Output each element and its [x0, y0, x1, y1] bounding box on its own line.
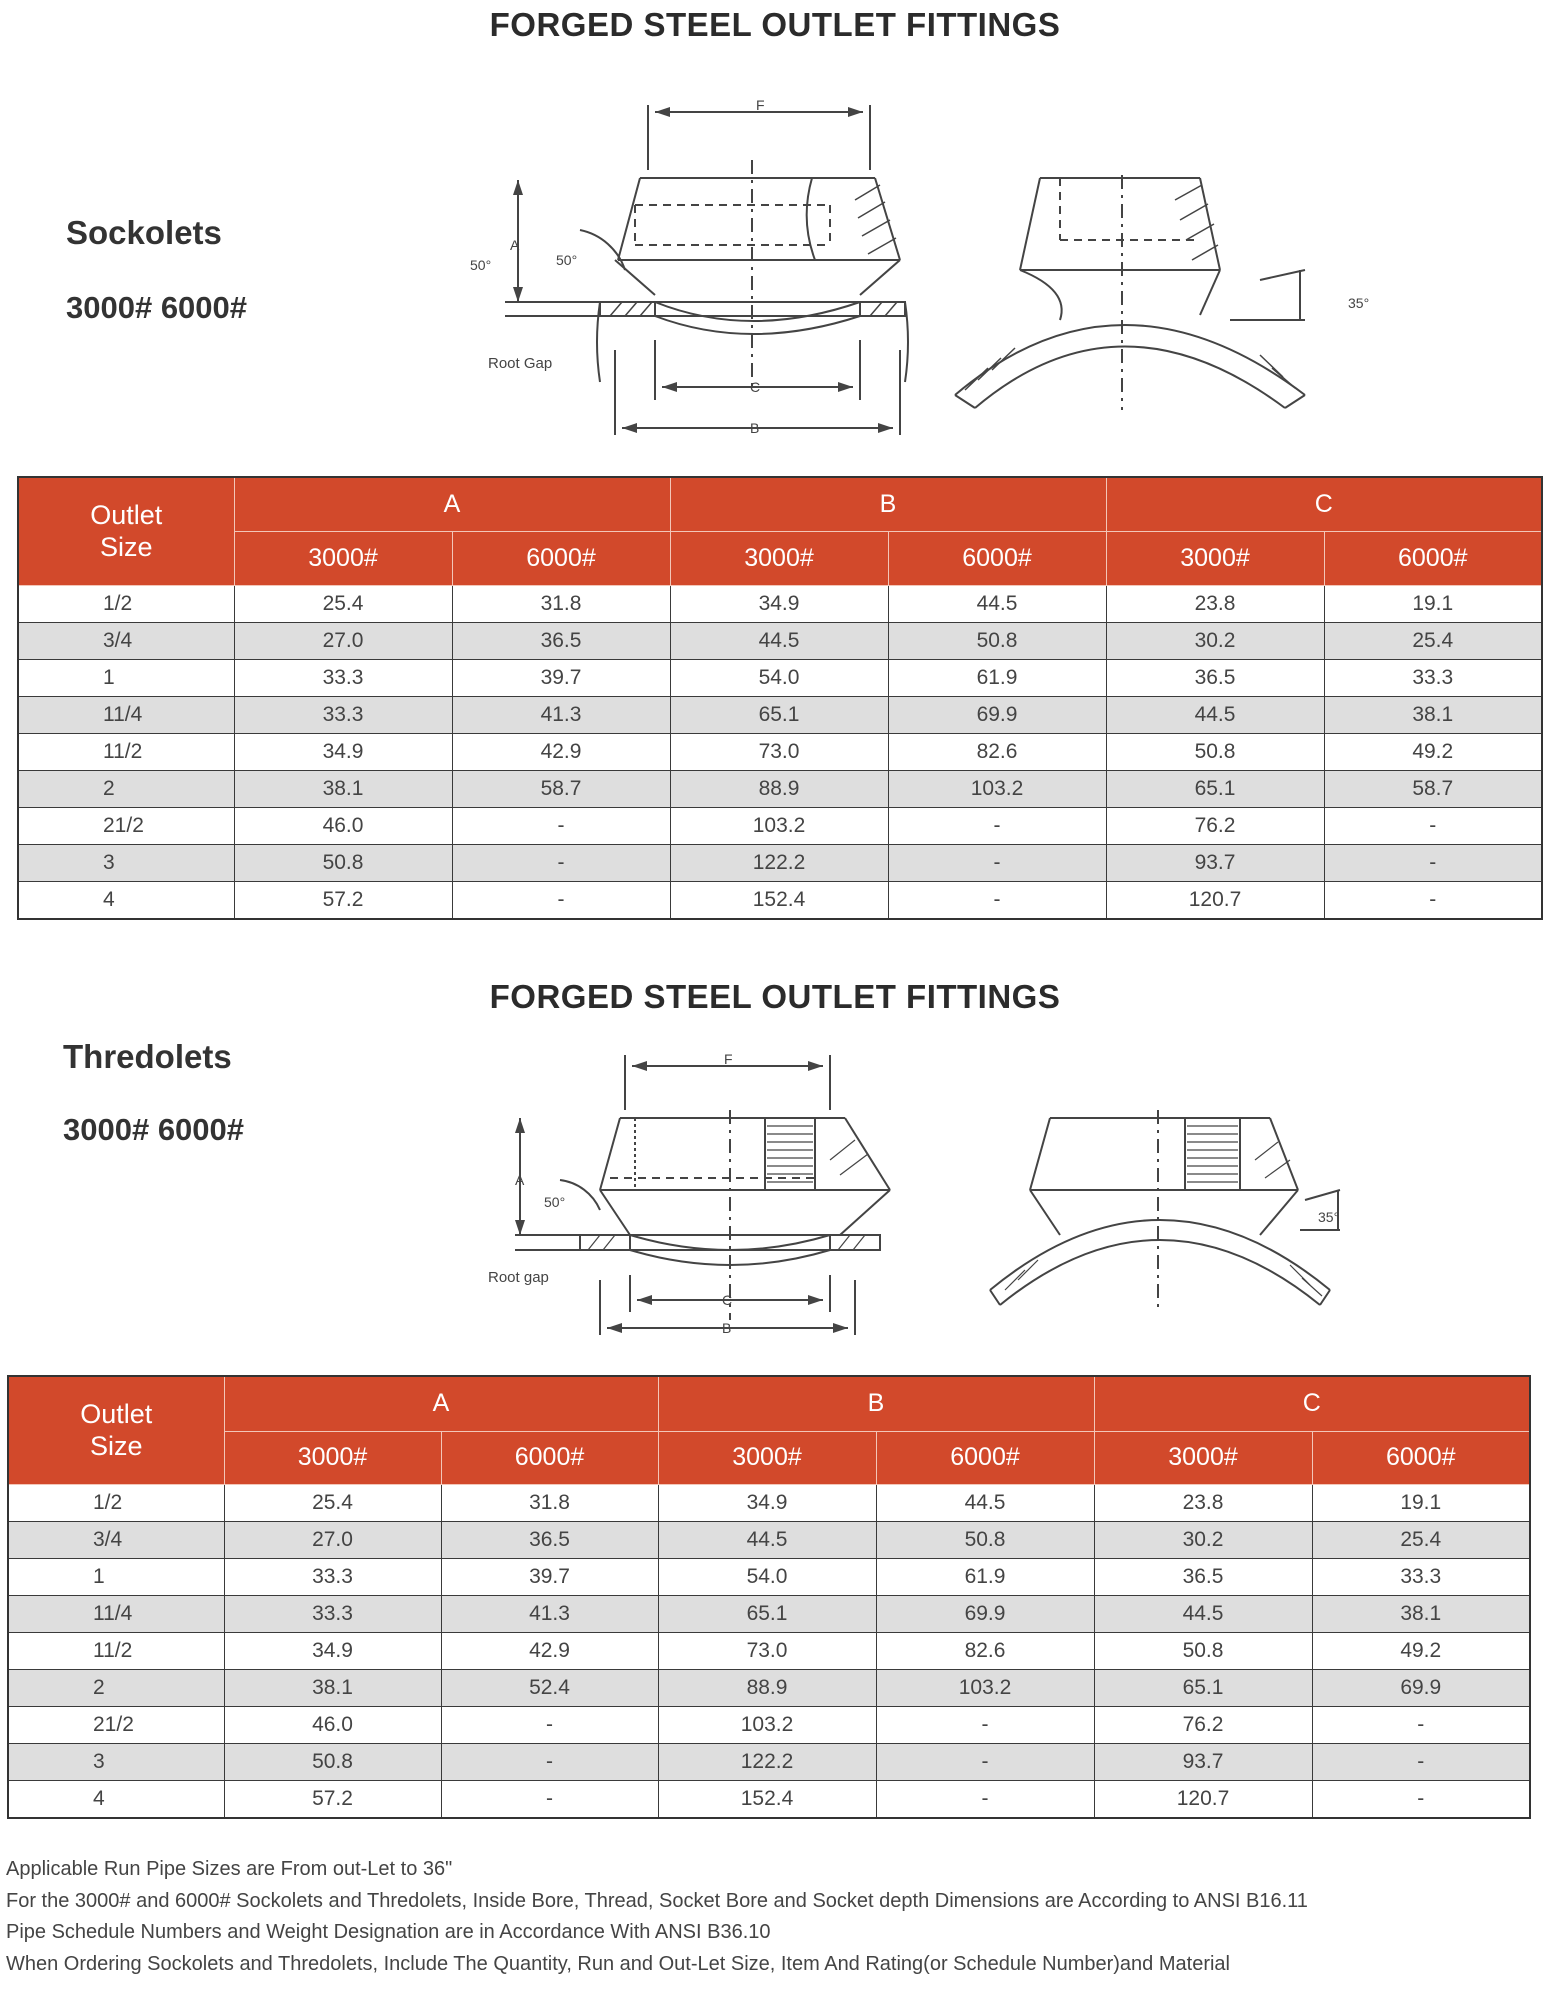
dim-label-f: F [756, 97, 765, 113]
value-cell: 50.8 [224, 1743, 441, 1780]
header-group-a: A [224, 1376, 658, 1431]
value-cell: 36.5 [441, 1521, 658, 1558]
sockolets-table-body [18, 585, 1542, 919]
dim-label-a: A [515, 1172, 525, 1188]
value-cell: 50.8 [1094, 1632, 1312, 1669]
value-cell: 38.1 [224, 1669, 441, 1706]
header-sub: 3000# [670, 531, 888, 585]
value-cell: - [441, 1743, 658, 1780]
value-cell: 31.8 [452, 585, 670, 622]
value-cell: - [1324, 807, 1542, 844]
value-cell: 42.9 [441, 1632, 658, 1669]
value-cell: 82.6 [888, 733, 1106, 770]
value-cell: - [1324, 881, 1542, 919]
value-cell: - [1312, 1706, 1530, 1743]
header-sub: 6000# [876, 1431, 1094, 1484]
value-cell: 25.4 [224, 1484, 441, 1521]
value-cell: 57.2 [224, 1780, 441, 1818]
value-cell: 41.3 [452, 696, 670, 733]
outlet-size-cell: 2 [8, 1669, 224, 1706]
dim-label-c: C [722, 1292, 733, 1308]
value-cell: 34.9 [670, 585, 888, 622]
header-group-c: C [1094, 1376, 1530, 1431]
value-cell: 65.1 [1094, 1669, 1312, 1706]
value-cell: 25.4 [234, 585, 452, 622]
table-row [18, 770, 1542, 807]
value-cell: 27.0 [234, 622, 452, 659]
value-cell: 61.9 [888, 659, 1106, 696]
thredolets-table-body [8, 1484, 1530, 1818]
value-cell: 120.7 [1094, 1780, 1312, 1818]
header-outlet-size: Outlet Size [18, 477, 234, 585]
value-cell: 46.0 [224, 1706, 441, 1743]
table-row [8, 1521, 1530, 1558]
value-cell: 33.3 [1324, 659, 1542, 696]
table-row [18, 807, 1542, 844]
value-cell: 61.9 [876, 1558, 1094, 1595]
value-cell: 93.7 [1106, 844, 1324, 881]
angle-label-1: 50° [544, 1194, 566, 1210]
thredolets-table [7, 1375, 1531, 1819]
note-line: Pipe Schedule Numbers and Weight Designation are in Accordance With ANSI B36.10 [6, 1921, 771, 1943]
thredolet-diagram [470, 1050, 1370, 1355]
value-cell: 122.2 [670, 844, 888, 881]
header-sub: 6000# [888, 531, 1106, 585]
section-rating-sockolets: 3000# 6000# [66, 290, 248, 325]
value-cell: 39.7 [441, 1558, 658, 1595]
table-row [18, 844, 1542, 881]
header-sub: 3000# [234, 531, 452, 585]
dim-label-c: C [750, 379, 761, 395]
sockolet-drawing [460, 90, 1400, 450]
value-cell: 44.5 [658, 1521, 876, 1558]
value-cell: - [876, 1780, 1094, 1818]
value-cell: 41.3 [441, 1595, 658, 1632]
value-cell: 33.3 [234, 696, 452, 733]
value-cell: 50.8 [876, 1521, 1094, 1558]
angle-label-3: 35° [1318, 1209, 1340, 1225]
table-row [8, 1780, 1530, 1818]
header-sub: 3000# [1094, 1431, 1312, 1484]
value-cell: 30.2 [1106, 622, 1324, 659]
value-cell: 57.2 [234, 881, 452, 919]
outlet-size-cell: 3/4 [18, 622, 234, 659]
value-cell: 27.0 [224, 1521, 441, 1558]
value-cell: 93.7 [1094, 1743, 1312, 1780]
header-sub: 3000# [658, 1431, 876, 1484]
value-cell: 34.9 [658, 1484, 876, 1521]
value-cell: 103.2 [888, 770, 1106, 807]
outlet-size-cell: 1 [8, 1558, 224, 1595]
value-cell: 36.5 [1094, 1558, 1312, 1595]
value-cell: 30.2 [1094, 1521, 1312, 1558]
thredolet-drawing [470, 1050, 1370, 1350]
value-cell: 19.1 [1312, 1484, 1530, 1521]
value-cell: 33.3 [234, 659, 452, 696]
value-cell: 65.1 [670, 696, 888, 733]
value-cell: - [1312, 1743, 1530, 1780]
value-cell: 73.0 [670, 733, 888, 770]
outlet-size-cell: 11/2 [18, 733, 234, 770]
value-cell: 44.5 [670, 622, 888, 659]
value-cell: 50.8 [1106, 733, 1324, 770]
value-cell: 120.7 [1106, 881, 1324, 919]
table-row [8, 1669, 1530, 1706]
value-cell: 49.2 [1324, 733, 1542, 770]
table-row [8, 1743, 1530, 1780]
outlet-size-cell: 3 [8, 1743, 224, 1780]
value-cell: 88.9 [670, 770, 888, 807]
header-sub: 3000# [224, 1431, 441, 1484]
table-row [8, 1706, 1530, 1743]
section-name-sockolets: Sockolets [66, 214, 222, 251]
dim-label-a: A [510, 237, 520, 253]
outlet-size-cell: 1 [18, 659, 234, 696]
section-rating-thredolets: 3000# 6000# [63, 1112, 245, 1147]
dim-label-b: B [722, 1320, 732, 1336]
header-outlet-size: Outlet Size [8, 1376, 224, 1484]
value-cell: - [876, 1706, 1094, 1743]
header-sub: 6000# [441, 1431, 658, 1484]
value-cell: 38.1 [1324, 696, 1542, 733]
outlet-size-cell: 21/2 [18, 807, 234, 844]
outlet-size-cell: 21/2 [8, 1706, 224, 1743]
root-gap-label: Root gap [488, 1269, 549, 1286]
outlet-size-cell: 3/4 [8, 1521, 224, 1558]
value-cell: - [888, 844, 1106, 881]
outlet-size-cell: 4 [8, 1780, 224, 1818]
value-cell: 82.6 [876, 1632, 1094, 1669]
value-cell: 152.4 [658, 1780, 876, 1818]
table-row [18, 585, 1542, 622]
value-cell: 54.0 [670, 659, 888, 696]
value-cell: 122.2 [658, 1743, 876, 1780]
header-sub: 6000# [452, 531, 670, 585]
value-cell: 103.2 [876, 1669, 1094, 1706]
notes [6, 1854, 1526, 1980]
table-row [18, 881, 1542, 919]
table-row [18, 696, 1542, 733]
value-cell: 54.0 [658, 1558, 876, 1595]
value-cell: 65.1 [658, 1595, 876, 1632]
value-cell: 73.0 [658, 1632, 876, 1669]
value-cell: 36.5 [1106, 659, 1324, 696]
value-cell: 44.5 [876, 1484, 1094, 1521]
table-row [18, 622, 1542, 659]
note-line: For the 3000# and 6000# Sockolets and Thredolets, Inside Bore, Thread, Socket Bore and Socket depth Dimensions are According to ANSI B16.11 [6, 1889, 1308, 1912]
dim-label-f: F [724, 1051, 733, 1067]
value-cell: - [888, 881, 1106, 919]
angle-label-2: 50° [556, 252, 578, 268]
value-cell: 46.0 [234, 807, 452, 844]
outlet-size-cell: 1/2 [8, 1484, 224, 1521]
root-gap-label: Root Gap [488, 355, 553, 372]
value-cell: 25.4 [1312, 1521, 1530, 1558]
value-cell: 19.1 [1324, 585, 1542, 622]
value-cell: - [1312, 1780, 1530, 1818]
value-cell: - [876, 1743, 1094, 1780]
value-cell: 33.3 [224, 1558, 441, 1595]
value-cell: 103.2 [658, 1706, 876, 1743]
header-group-b: B [670, 477, 1106, 531]
value-cell: - [888, 807, 1106, 844]
dim-label-b: B [750, 420, 760, 436]
note-line: When Ordering Sockolets and Thredolets, Include The Quantity, Run and Out-Let Size, Item And Rating(or Schedule Number)and Material [6, 1952, 1230, 1975]
angle-label-3: 35° [1348, 295, 1370, 311]
value-cell: 76.2 [1106, 807, 1324, 844]
value-cell: 58.7 [452, 770, 670, 807]
outlet-size-cell: 11/4 [18, 696, 234, 733]
header-sub: 6000# [1312, 1431, 1530, 1484]
value-cell: 33.3 [224, 1595, 441, 1632]
value-cell: 50.8 [234, 844, 452, 881]
value-cell: 38.1 [234, 770, 452, 807]
sockolets-table [17, 476, 1543, 920]
angle-label-1: 50° [470, 257, 492, 273]
value-cell: 42.9 [452, 733, 670, 770]
note-line: Applicable Run Pipe Sizes are From out-Let to 36" [6, 1858, 453, 1880]
value-cell: 39.7 [452, 659, 670, 696]
table-row [18, 733, 1542, 770]
value-cell: 23.8 [1106, 585, 1324, 622]
value-cell: 69.9 [876, 1595, 1094, 1632]
outlet-size-cell: 11/2 [8, 1632, 224, 1669]
header-group-a: A [234, 477, 670, 531]
table-row [8, 1484, 1530, 1521]
header-sub: 6000# [1324, 531, 1542, 585]
value-cell: 69.9 [1312, 1669, 1530, 1706]
header-sub: 3000# [1106, 531, 1324, 585]
value-cell: - [452, 881, 670, 919]
header-group-b: B [658, 1376, 1094, 1431]
section-name-thredolets: Thredolets [63, 1038, 232, 1075]
value-cell: 88.9 [658, 1669, 876, 1706]
value-cell: 65.1 [1106, 770, 1324, 807]
value-cell: - [441, 1706, 658, 1743]
outlet-size-cell: 4 [18, 881, 234, 919]
value-cell: 49.2 [1312, 1632, 1530, 1669]
value-cell: - [1324, 844, 1542, 881]
value-cell: 38.1 [1312, 1595, 1530, 1632]
table-row [8, 1632, 1530, 1669]
value-cell: 34.9 [224, 1632, 441, 1669]
value-cell: 25.4 [1324, 622, 1542, 659]
value-cell: 69.9 [888, 696, 1106, 733]
value-cell: 44.5 [1094, 1595, 1312, 1632]
value-cell: - [441, 1780, 658, 1818]
table-row [8, 1595, 1530, 1632]
value-cell: 31.8 [441, 1484, 658, 1521]
value-cell: 58.7 [1324, 770, 1542, 807]
value-cell: 52.4 [441, 1669, 658, 1706]
outlet-size-cell: 11/4 [8, 1595, 224, 1632]
page-title-2: FORGED STEEL OUTLET FITTINGS [489, 978, 1061, 1015]
value-cell: - [452, 807, 670, 844]
value-cell: 152.4 [670, 881, 888, 919]
value-cell: 44.5 [1106, 696, 1324, 733]
value-cell: 76.2 [1094, 1706, 1312, 1743]
value-cell: 50.8 [888, 622, 1106, 659]
header-group-c: C [1106, 477, 1542, 531]
page-title: FORGED STEEL OUTLET FITTINGS [489, 6, 1061, 43]
sockolet-diagram [460, 90, 1400, 455]
value-cell: - [452, 844, 670, 881]
value-cell: 34.9 [234, 733, 452, 770]
value-cell: 44.5 [888, 585, 1106, 622]
outlet-size-cell: 1/2 [18, 585, 234, 622]
value-cell: 23.8 [1094, 1484, 1312, 1521]
value-cell: 103.2 [670, 807, 888, 844]
table-row [8, 1558, 1530, 1595]
table-row [18, 659, 1542, 696]
outlet-size-cell: 3 [18, 844, 234, 881]
value-cell: 36.5 [452, 622, 670, 659]
outlet-size-cell: 2 [18, 770, 234, 807]
value-cell: 33.3 [1312, 1558, 1530, 1595]
